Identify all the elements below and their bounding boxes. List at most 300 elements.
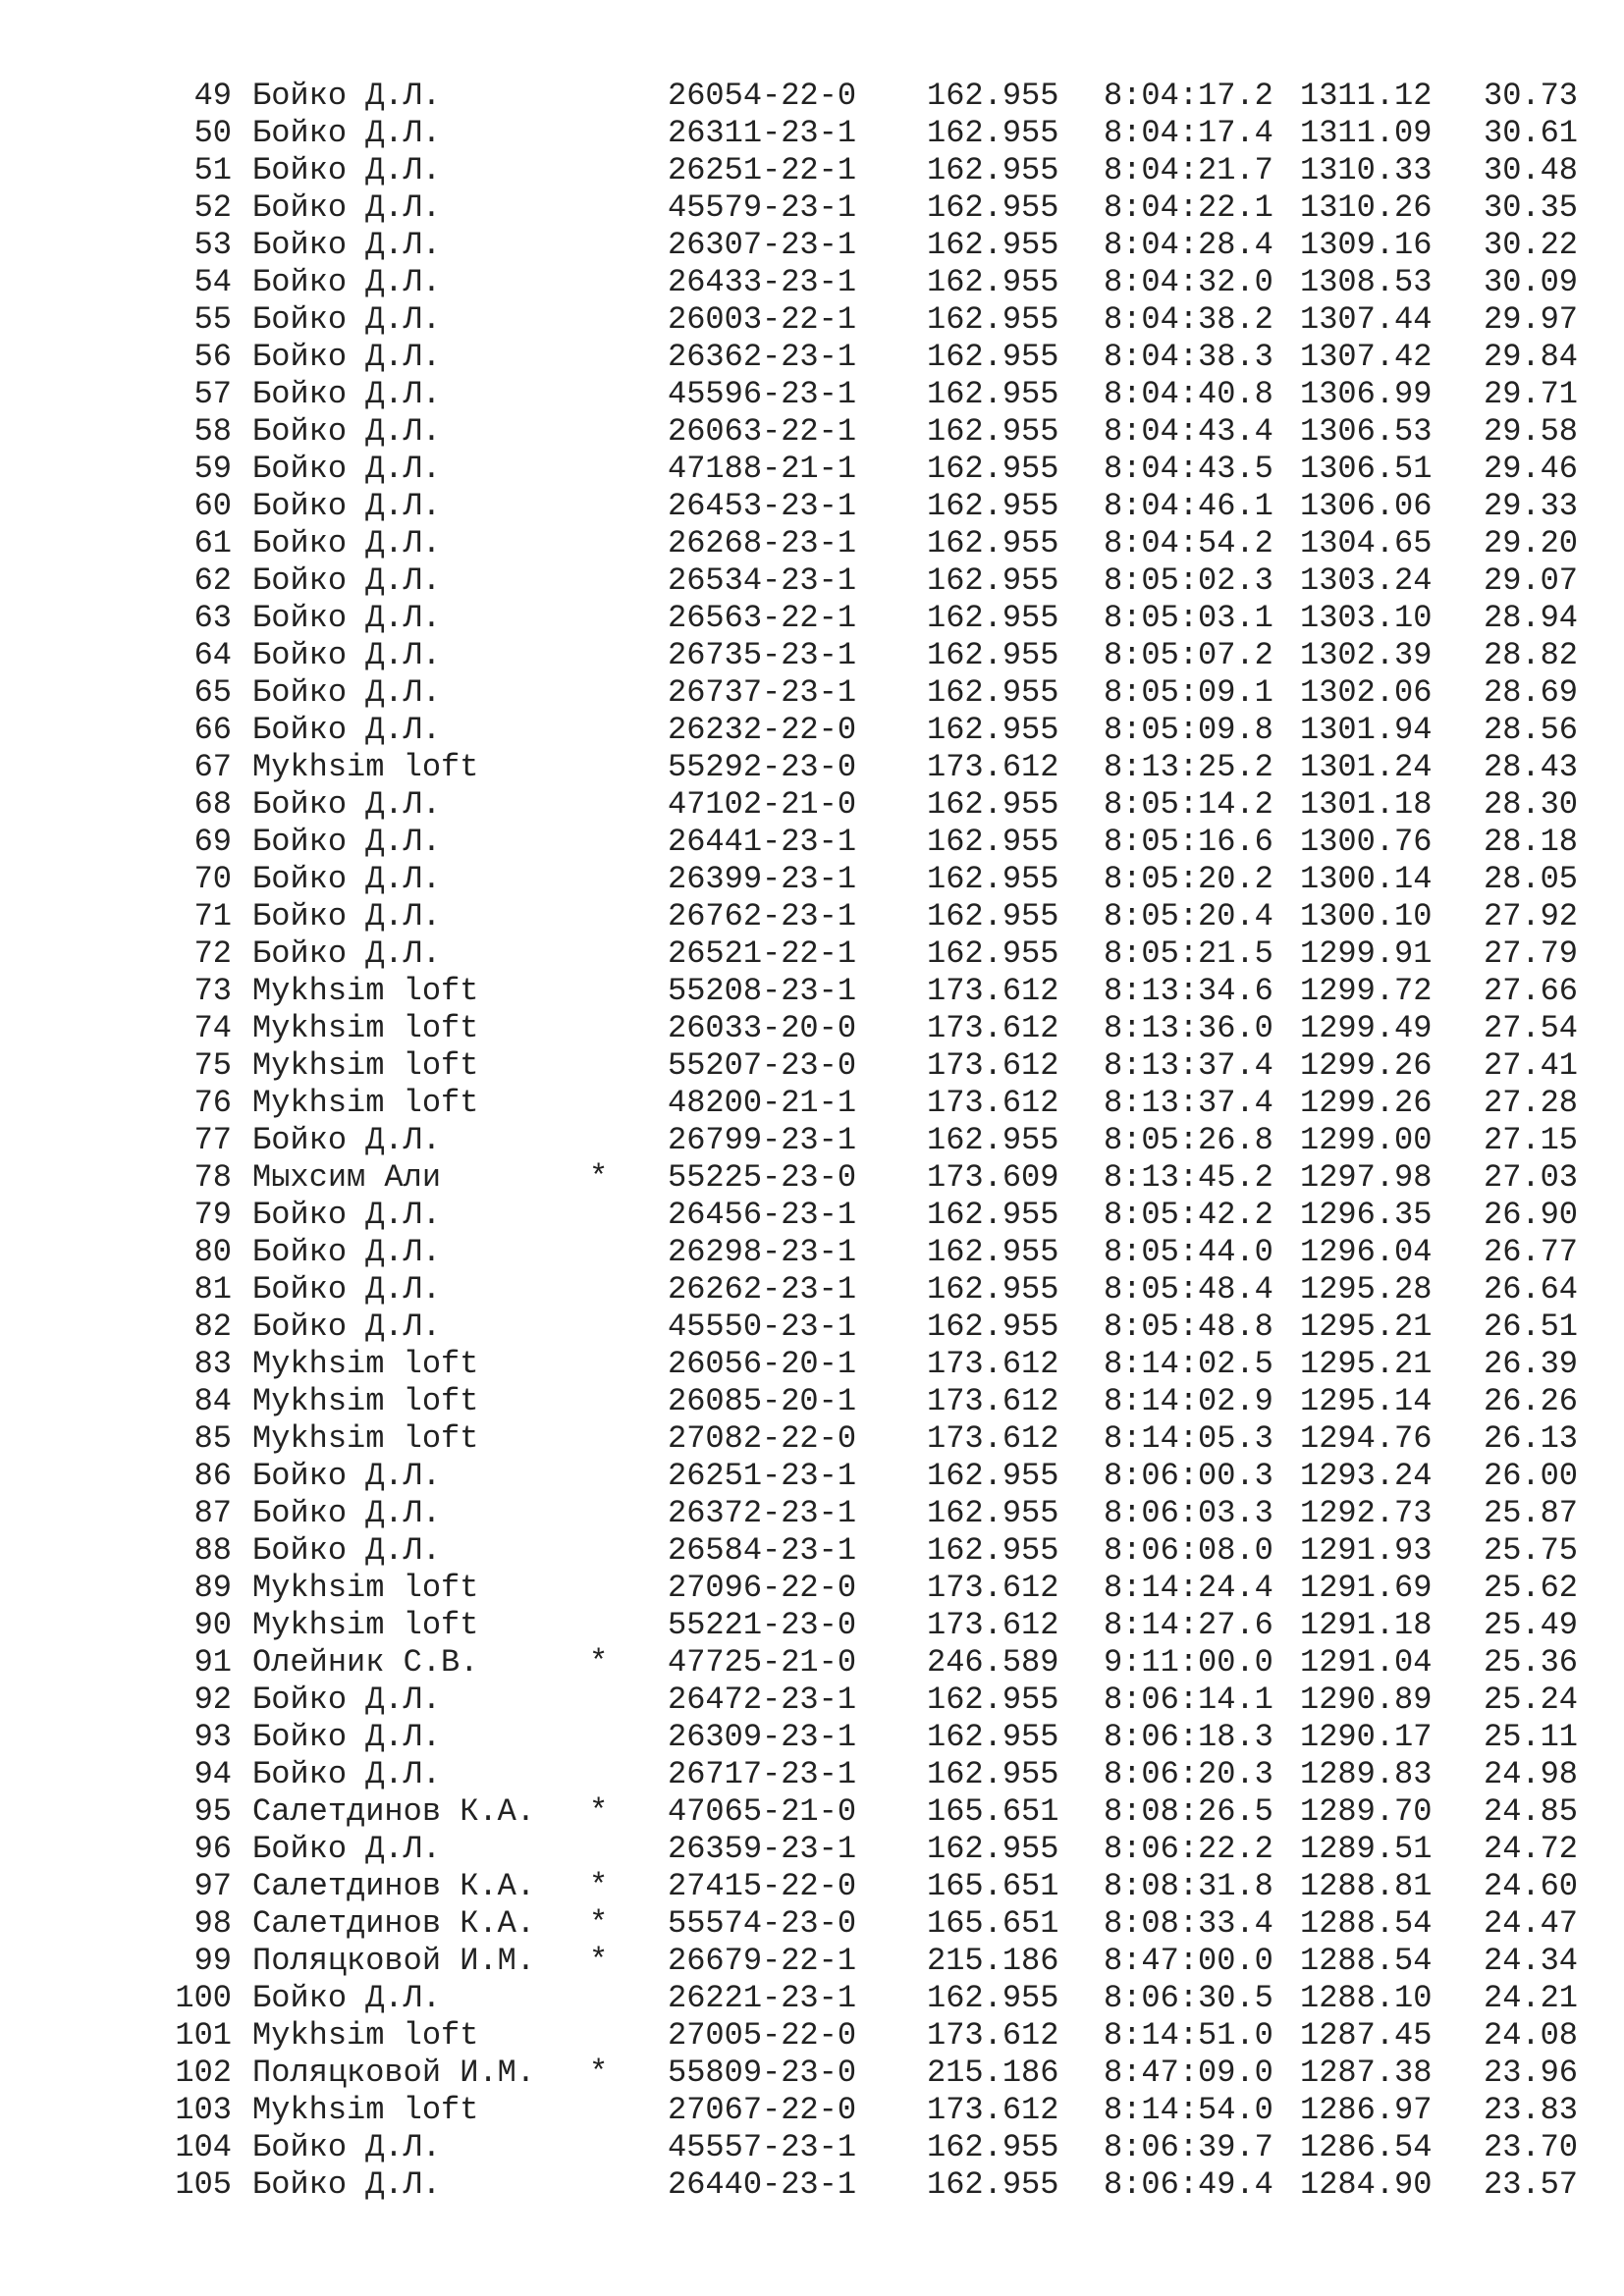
flight-time-cell: 8:14:02.5: [1104, 1346, 1273, 1382]
points-cell: 25.87: [1483, 1495, 1578, 1531]
speed-cell: 1311.12: [1300, 78, 1433, 114]
place-cell: 87: [193, 1495, 232, 1531]
flight-time-cell: 8:05:16.6: [1104, 824, 1273, 860]
points-cell: 24.21: [1483, 1980, 1578, 2016]
place-cell: 81: [193, 1271, 232, 1308]
points-cell: 24.08: [1483, 2017, 1578, 2054]
fancier-name-cell: Бойко Д.Л.: [252, 1532, 442, 1569]
speed-cell: 1296.35: [1300, 1197, 1433, 1233]
ring-number-cell: 26063-22-1: [668, 413, 857, 450]
fancier-name-cell: Mykhsim loft: [252, 1085, 479, 1121]
mark-cell: *: [589, 1943, 609, 1979]
distance-cell: 162.955: [927, 1756, 1059, 1792]
points-cell: 27.15: [1483, 1122, 1578, 1158]
place-cell: 103: [175, 2092, 232, 2128]
distance-cell: 173.612: [927, 1047, 1059, 1084]
place-cell: 55: [193, 301, 232, 338]
place-cell: 50: [193, 115, 232, 151]
fancier-name-cell: Бойко Д.Л.: [252, 413, 442, 450]
ring-number-cell: 26534-23-1: [668, 562, 857, 599]
flight-time-cell: 8:13:25.2: [1104, 749, 1273, 785]
speed-cell: 1288.54: [1300, 1905, 1433, 1942]
flight-time-cell: 8:06:08.0: [1104, 1532, 1273, 1569]
ring-number-cell: 26262-23-1: [668, 1271, 857, 1308]
fancier-name-cell: Поляцковой И.М.: [252, 2055, 536, 2091]
mark-cell: *: [589, 2055, 609, 2091]
points-cell: 26.00: [1483, 1458, 1578, 1494]
points-cell: 30.35: [1483, 189, 1578, 226]
flight-time-cell: 8:05:26.8: [1104, 1122, 1273, 1158]
speed-cell: 1310.26: [1300, 189, 1433, 226]
speed-cell: 1306.53: [1300, 413, 1433, 450]
points-cell: 23.83: [1483, 2092, 1578, 2128]
points-cell: 29.07: [1483, 562, 1578, 599]
flight-time-cell: 8:04:40.8: [1104, 376, 1273, 412]
distance-cell: 162.955: [927, 935, 1059, 972]
fancier-name-cell: Бойко Д.Л.: [252, 637, 442, 673]
points-cell: 24.98: [1483, 1756, 1578, 1792]
fancier-name-cell: Бойко Д.Л.: [252, 600, 442, 636]
flight-time-cell: 8:14:27.6: [1104, 1607, 1273, 1643]
ring-number-cell: 26563-22-1: [668, 600, 857, 636]
speed-cell: 1286.97: [1300, 2092, 1433, 2128]
mark-cell: *: [589, 1868, 609, 1904]
flight-time-cell: 8:05:07.2: [1104, 637, 1273, 673]
ring-number-cell: 26232-22-0: [668, 712, 857, 748]
place-cell: 89: [193, 1570, 232, 1606]
fancier-name-cell: Бойко Д.Л.: [252, 189, 442, 226]
distance-cell: 162.955: [927, 674, 1059, 711]
ring-number-cell: 26221-23-1: [668, 1980, 857, 2016]
ring-number-cell: 26362-23-1: [668, 339, 857, 375]
flight-time-cell: 8:05:44.0: [1104, 1234, 1273, 1270]
distance-cell: 162.955: [927, 1458, 1059, 1494]
points-cell: 27.66: [1483, 973, 1578, 1009]
mark-cell: *: [589, 1159, 609, 1196]
ring-number-cell: 48200-21-1: [668, 1085, 857, 1121]
fancier-name-cell: Mykhsim loft: [252, 1420, 479, 1457]
speed-cell: 1301.24: [1300, 749, 1433, 785]
speed-cell: 1291.18: [1300, 1607, 1433, 1643]
ring-number-cell: 26440-23-1: [668, 2166, 857, 2203]
place-cell: 71: [193, 898, 232, 934]
points-cell: 24.60: [1483, 1868, 1578, 1904]
fancier-name-cell: Бойко Д.Л.: [252, 227, 442, 263]
fancier-name-cell: Олейник С.В.: [252, 1644, 479, 1681]
flight-time-cell: 8:05:14.2: [1104, 786, 1273, 823]
distance-cell: 215.186: [927, 1943, 1059, 1979]
distance-cell: 162.955: [927, 1308, 1059, 1345]
flight-time-cell: 8:06:03.3: [1104, 1495, 1273, 1531]
flight-time-cell: 8:05:20.2: [1104, 861, 1273, 897]
fancier-name-cell: Поляцковой И.М.: [252, 1943, 536, 1979]
speed-cell: 1295.28: [1300, 1271, 1433, 1308]
points-cell: 30.48: [1483, 152, 1578, 188]
distance-cell: 173.612: [927, 1420, 1059, 1457]
place-cell: 80: [193, 1234, 232, 1270]
place-cell: 91: [193, 1644, 232, 1681]
flight-time-cell: 8:04:17.4: [1104, 115, 1273, 151]
fancier-name-cell: Бойко Д.Л.: [252, 115, 442, 151]
place-cell: 60: [193, 488, 232, 524]
place-cell: 90: [193, 1607, 232, 1643]
fancier-name-cell: Mykhsim loft: [252, 2092, 479, 2128]
fancier-name-cell: Бойко Д.Л.: [252, 1271, 442, 1308]
fancier-name-cell: Бойко Д.Л.: [252, 2166, 442, 2203]
speed-cell: 1290.17: [1300, 1719, 1433, 1755]
fancier-name-cell: Бойко Д.Л.: [252, 861, 442, 897]
fancier-name-cell: Mykhsim loft: [252, 1607, 479, 1643]
distance-cell: 162.955: [927, 1682, 1059, 1718]
mark-cell: *: [589, 1644, 609, 1681]
distance-cell: 162.955: [927, 78, 1059, 114]
points-cell: 29.20: [1483, 525, 1578, 561]
distance-cell: 173.612: [927, 1607, 1059, 1643]
ring-number-cell: 26311-23-1: [668, 115, 857, 151]
speed-cell: 1300.14: [1300, 861, 1433, 897]
ring-number-cell: 45596-23-1: [668, 376, 857, 412]
points-cell: 25.49: [1483, 1607, 1578, 1643]
points-cell: 27.28: [1483, 1085, 1578, 1121]
fancier-name-cell: Бойко Д.Л.: [252, 451, 442, 487]
ring-number-cell: 45579-23-1: [668, 189, 857, 226]
points-cell: 28.30: [1483, 786, 1578, 823]
flight-time-cell: 8:04:28.4: [1104, 227, 1273, 263]
fancier-name-cell: Бойко Д.Л.: [252, 1495, 442, 1531]
fancier-name-cell: Mykhsim loft: [252, 1570, 479, 1606]
distance-cell: 162.955: [927, 189, 1059, 226]
speed-cell: 1284.90: [1300, 2166, 1433, 2203]
points-cell: 29.46: [1483, 451, 1578, 487]
fancier-name-cell: Бойко Д.Л.: [252, 1980, 442, 2016]
speed-cell: 1301.18: [1300, 786, 1433, 823]
speed-cell: 1309.16: [1300, 227, 1433, 263]
speed-cell: 1302.06: [1300, 674, 1433, 711]
place-cell: 98: [193, 1905, 232, 1942]
ring-number-cell: 55809-23-0: [668, 2055, 857, 2091]
fancier-name-cell: Бойко Д.Л.: [252, 786, 442, 823]
points-cell: 26.64: [1483, 1271, 1578, 1308]
ring-number-cell: 26799-23-1: [668, 1122, 857, 1158]
place-cell: 101: [175, 2017, 232, 2054]
speed-cell: 1291.93: [1300, 1532, 1433, 1569]
speed-cell: 1310.33: [1300, 152, 1433, 188]
distance-cell: 162.955: [927, 2129, 1059, 2165]
points-cell: 23.96: [1483, 2055, 1578, 2091]
points-cell: 30.61: [1483, 115, 1578, 151]
flight-time-cell: 8:08:31.8: [1104, 1868, 1273, 1904]
place-cell: 100: [175, 1980, 232, 2016]
ring-number-cell: 26456-23-1: [668, 1197, 857, 1233]
ring-number-cell: 27067-22-0: [668, 2092, 857, 2128]
ring-number-cell: 26453-23-1: [668, 488, 857, 524]
speed-cell: 1302.39: [1300, 637, 1433, 673]
speed-cell: 1307.42: [1300, 339, 1433, 375]
distance-cell: 162.955: [927, 1980, 1059, 2016]
flight-time-cell: 8:05:09.1: [1104, 674, 1273, 711]
distance-cell: 162.955: [927, 301, 1059, 338]
ring-number-cell: 26054-22-0: [668, 78, 857, 114]
speed-cell: 1291.04: [1300, 1644, 1433, 1681]
place-cell: 76: [193, 1085, 232, 1121]
speed-cell: 1296.04: [1300, 1234, 1433, 1270]
flight-time-cell: 8:14:54.0: [1104, 2092, 1273, 2128]
points-cell: 28.56: [1483, 712, 1578, 748]
fancier-name-cell: Бойко Д.Л.: [252, 339, 442, 375]
speed-cell: 1299.26: [1300, 1085, 1433, 1121]
ring-number-cell: 55292-23-0: [668, 749, 857, 785]
distance-cell: 162.955: [927, 786, 1059, 823]
speed-cell: 1307.44: [1300, 301, 1433, 338]
fancier-name-cell: Бойко Д.Л.: [252, 1234, 442, 1270]
points-cell: 23.57: [1483, 2166, 1578, 2203]
distance-cell: 162.955: [927, 525, 1059, 561]
distance-cell: 162.955: [927, 861, 1059, 897]
place-cell: 59: [193, 451, 232, 487]
place-cell: 70: [193, 861, 232, 897]
ring-number-cell: 26056-20-1: [668, 1346, 857, 1382]
place-cell: 64: [193, 637, 232, 673]
speed-cell: 1303.24: [1300, 562, 1433, 599]
flight-time-cell: 8:04:38.2: [1104, 301, 1273, 338]
speed-cell: 1287.45: [1300, 2017, 1433, 2054]
speed-cell: 1290.89: [1300, 1682, 1433, 1718]
place-cell: 56: [193, 339, 232, 375]
place-cell: 72: [193, 935, 232, 972]
flight-time-cell: 8:05:03.1: [1104, 600, 1273, 636]
speed-cell: 1299.72: [1300, 973, 1433, 1009]
points-cell: 28.82: [1483, 637, 1578, 673]
distance-cell: 173.612: [927, 1570, 1059, 1606]
distance-cell: 162.955: [927, 1495, 1059, 1531]
distance-cell: 162.955: [927, 824, 1059, 860]
points-cell: 26.13: [1483, 1420, 1578, 1457]
ring-number-cell: 26521-22-1: [668, 935, 857, 972]
points-cell: 28.18: [1483, 824, 1578, 860]
fancier-name-cell: Бойко Д.Л.: [252, 1831, 442, 1867]
speed-cell: 1291.69: [1300, 1570, 1433, 1606]
ring-number-cell: 26584-23-1: [668, 1532, 857, 1569]
speed-cell: 1295.14: [1300, 1383, 1433, 1419]
points-cell: 26.26: [1483, 1383, 1578, 1419]
speed-cell: 1306.06: [1300, 488, 1433, 524]
distance-cell: 165.651: [927, 1793, 1059, 1830]
flight-time-cell: 8:08:26.5: [1104, 1793, 1273, 1830]
place-cell: 73: [193, 973, 232, 1009]
ring-number-cell: 55574-23-0: [668, 1905, 857, 1942]
fancier-name-cell: Бойко Д.Л.: [252, 674, 442, 711]
ring-number-cell: 26472-23-1: [668, 1682, 857, 1718]
ring-number-cell: 55221-23-0: [668, 1607, 857, 1643]
flight-time-cell: 8:13:37.4: [1104, 1047, 1273, 1084]
place-cell: 86: [193, 1458, 232, 1494]
distance-cell: 173.612: [927, 749, 1059, 785]
speed-cell: 1300.76: [1300, 824, 1433, 860]
distance-cell: 162.955: [927, 1122, 1059, 1158]
flight-time-cell: 8:06:39.7: [1104, 2129, 1273, 2165]
mark-cell: *: [589, 1793, 609, 1830]
place-cell: 69: [193, 824, 232, 860]
points-cell: 28.69: [1483, 674, 1578, 711]
flight-time-cell: 8:05:48.8: [1104, 1308, 1273, 1345]
ring-number-cell: 26433-23-1: [668, 264, 857, 300]
fancier-name-cell: Бойко Д.Л.: [252, 1308, 442, 1345]
fancier-name-cell: Салетдинов К.А.: [252, 1868, 536, 1904]
ring-number-cell: 55207-23-0: [668, 1047, 857, 1084]
distance-cell: 162.955: [927, 451, 1059, 487]
fancier-name-cell: Мыхсим Али: [252, 1159, 442, 1196]
fancier-name-cell: Бойко Д.Л.: [252, 1122, 442, 1158]
ring-number-cell: 47188-21-1: [668, 451, 857, 487]
place-cell: 102: [175, 2055, 232, 2091]
speed-cell: 1299.49: [1300, 1010, 1433, 1046]
points-cell: 26.51: [1483, 1308, 1578, 1345]
flight-time-cell: 8:06:22.2: [1104, 1831, 1273, 1867]
distance-cell: 162.955: [927, 600, 1059, 636]
distance-cell: 246.589: [927, 1644, 1059, 1681]
speed-cell: 1293.24: [1300, 1458, 1433, 1494]
speed-cell: 1286.54: [1300, 2129, 1433, 2165]
speed-cell: 1289.83: [1300, 1756, 1433, 1792]
place-cell: 67: [193, 749, 232, 785]
distance-cell: 173.612: [927, 1346, 1059, 1382]
fancier-name-cell: Бойко Д.Л.: [252, 1197, 442, 1233]
points-cell: 24.47: [1483, 1905, 1578, 1942]
distance-cell: 162.955: [927, 2166, 1059, 2203]
speed-cell: 1294.76: [1300, 1420, 1433, 1457]
speed-cell: 1306.99: [1300, 376, 1433, 412]
distance-cell: 173.612: [927, 1383, 1059, 1419]
fancier-name-cell: Бойко Д.Л.: [252, 1458, 442, 1494]
points-cell: 30.22: [1483, 227, 1578, 263]
fancier-name-cell: Mykhsim loft: [252, 2017, 479, 2054]
distance-cell: 162.955: [927, 413, 1059, 450]
fancier-name-cell: Mykhsim loft: [252, 749, 479, 785]
points-cell: 25.24: [1483, 1682, 1578, 1718]
ring-number-cell: 26717-23-1: [668, 1756, 857, 1792]
ring-number-cell: 27415-22-0: [668, 1868, 857, 1904]
ring-number-cell: 26735-23-1: [668, 637, 857, 673]
flight-time-cell: 8:47:00.0: [1104, 1943, 1273, 1979]
points-cell: 30.09: [1483, 264, 1578, 300]
flight-time-cell: 8:04:43.5: [1104, 451, 1273, 487]
distance-cell: 162.955: [927, 227, 1059, 263]
flight-time-cell: 8:13:45.2: [1104, 1159, 1273, 1196]
speed-cell: 1288.54: [1300, 1943, 1433, 1979]
speed-cell: 1289.70: [1300, 1793, 1433, 1830]
points-cell: 28.94: [1483, 600, 1578, 636]
distance-cell: 162.955: [927, 712, 1059, 748]
speed-cell: 1287.38: [1300, 2055, 1433, 2091]
points-cell: 27.03: [1483, 1159, 1578, 1196]
points-cell: 26.77: [1483, 1234, 1578, 1270]
points-cell: 27.54: [1483, 1010, 1578, 1046]
distance-cell: 173.612: [927, 973, 1059, 1009]
fancier-name-cell: Бойко Д.Л.: [252, 562, 442, 599]
fancier-name-cell: Mykhsim loft: [252, 973, 479, 1009]
ring-number-cell: 26268-23-1: [668, 525, 857, 561]
ring-number-cell: 47102-21-0: [668, 786, 857, 823]
distance-cell: 162.955: [927, 1532, 1059, 1569]
speed-cell: 1311.09: [1300, 115, 1433, 151]
speed-cell: 1300.10: [1300, 898, 1433, 934]
fancier-name-cell: Бойко Д.Л.: [252, 1756, 442, 1792]
place-cell: 58: [193, 413, 232, 450]
fancier-name-cell: Бойко Д.Л.: [252, 712, 442, 748]
fancier-name-cell: Бойко Д.Л.: [252, 1719, 442, 1755]
ring-number-cell: 55208-23-1: [668, 973, 857, 1009]
ring-number-cell: 26399-23-1: [668, 861, 857, 897]
ring-number-cell: 47725-21-0: [668, 1644, 857, 1681]
flight-time-cell: 8:05:21.5: [1104, 935, 1273, 972]
distance-cell: 173.612: [927, 2017, 1059, 2054]
flight-time-cell: 8:13:36.0: [1104, 1010, 1273, 1046]
points-cell: 28.43: [1483, 749, 1578, 785]
points-cell: 30.73: [1483, 78, 1578, 114]
flight-time-cell: 9:11:00.0: [1104, 1644, 1273, 1681]
place-cell: 77: [193, 1122, 232, 1158]
flight-time-cell: 8:04:22.1: [1104, 189, 1273, 226]
distance-cell: 162.955: [927, 339, 1059, 375]
flight-time-cell: 8:14:05.3: [1104, 1420, 1273, 1457]
flight-time-cell: 8:04:32.0: [1104, 264, 1273, 300]
points-cell: 29.58: [1483, 413, 1578, 450]
fancier-name-cell: Бойко Д.Л.: [252, 1682, 442, 1718]
fancier-name-cell: Бойко Д.Л.: [252, 78, 442, 114]
ring-number-cell: 26441-23-1: [668, 824, 857, 860]
ring-number-cell: 26307-23-1: [668, 227, 857, 263]
fancier-name-cell: Бойко Д.Л.: [252, 824, 442, 860]
fancier-name-cell: Бойко Д.Л.: [252, 898, 442, 934]
place-cell: 74: [193, 1010, 232, 1046]
place-cell: 82: [193, 1308, 232, 1345]
ring-number-cell: 27096-22-0: [668, 1570, 857, 1606]
distance-cell: 162.955: [927, 264, 1059, 300]
flight-time-cell: 8:14:51.0: [1104, 2017, 1273, 2054]
distance-cell: 162.955: [927, 562, 1059, 599]
flight-time-cell: 8:04:38.3: [1104, 339, 1273, 375]
fancier-name-cell: Бойко Д.Л.: [252, 264, 442, 300]
ring-number-cell: 26085-20-1: [668, 1383, 857, 1419]
speed-cell: 1295.21: [1300, 1308, 1433, 1345]
speed-cell: 1306.51: [1300, 451, 1433, 487]
points-cell: 27.92: [1483, 898, 1578, 934]
points-cell: 26.39: [1483, 1346, 1578, 1382]
fancier-name-cell: Mykhsim loft: [252, 1010, 479, 1046]
fancier-name-cell: Бойко Д.Л.: [252, 376, 442, 412]
place-cell: 75: [193, 1047, 232, 1084]
flight-time-cell: 8:14:24.4: [1104, 1570, 1273, 1606]
distance-cell: 215.186: [927, 2055, 1059, 2091]
place-cell: 79: [193, 1197, 232, 1233]
distance-cell: 173.612: [927, 2092, 1059, 2128]
distance-cell: 162.955: [927, 1234, 1059, 1270]
ring-number-cell: 45550-23-1: [668, 1308, 857, 1345]
flight-time-cell: 8:05:20.4: [1104, 898, 1273, 934]
flight-time-cell: 8:05:42.2: [1104, 1197, 1273, 1233]
place-cell: 94: [193, 1756, 232, 1792]
mark-cell: *: [589, 1905, 609, 1942]
speed-cell: 1299.00: [1300, 1122, 1433, 1158]
points-cell: 24.72: [1483, 1831, 1578, 1867]
distance-cell: 162.955: [927, 1271, 1059, 1308]
speed-cell: 1299.26: [1300, 1047, 1433, 1084]
speed-cell: 1304.65: [1300, 525, 1433, 561]
ring-number-cell: 26309-23-1: [668, 1719, 857, 1755]
fancier-name-cell: Бойко Д.Л.: [252, 935, 442, 972]
place-cell: 49: [193, 78, 232, 114]
ring-number-cell: 55225-23-0: [668, 1159, 857, 1196]
